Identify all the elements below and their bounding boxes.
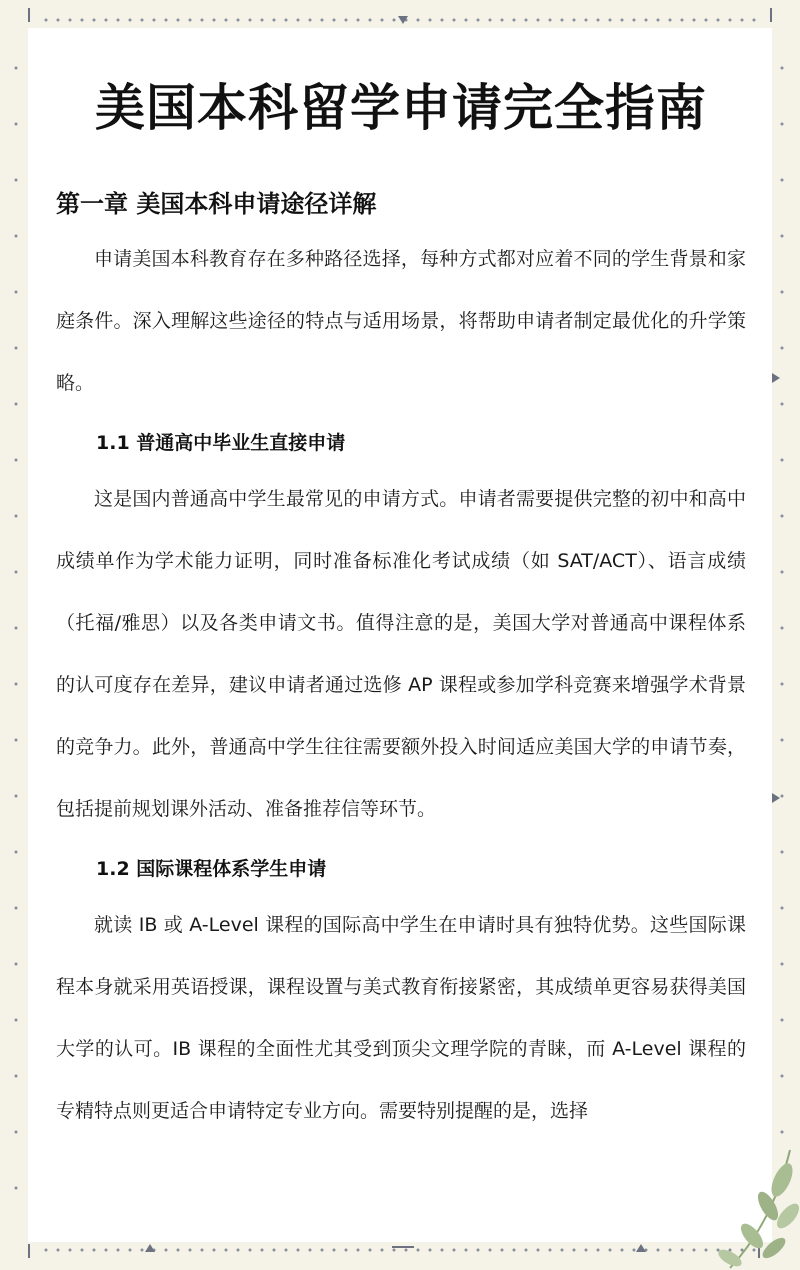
chapter-intro-paragraph: 申请美国本科教育存在多种路径选择，每种方式都对应着不同的学生背景和家庭条件。深入理解这些途径的特点与适用场景，将帮助申请者制定最优化的升学策略。 [56, 248, 746, 394]
section-1-2-paragraph: 就读 IB 或 A-Level 课程的国际高中学生在申请时具有独特优势。这些国际课程本身就采用英语授课，课程设置与美式教育衔接紧密，其成绩单更容易获得美国大学的认可。IB 课程的全面性尤其受到顶尖文理学院的青睐，而 A-Level 课程的专精特点则更适合申请特定专业方向。需要特别提醒的是，选择 [56, 914, 746, 1122]
corner-mark [28, 8, 30, 22]
right-triangle-icon [772, 793, 780, 803]
left-dotted-border [14, 40, 18, 1230]
section-1-1-paragraph: 这是国内普通高中学生最常见的申请方式。申请者需要提供完整的初中和高中成绩单作为学术能力证明，同时准备标准化考试成绩（如 SAT/ACT）、语言成绩（托福/雅思）以及各类申请文书。值得注意的是，美国大学对普通高中课程体系的认可度存在差异，建议申请者通过选修 AP 课程或参加学科竞赛来增强学术背景的竞争力。此外，普通高中学生往往需要额外投入时间适应美国大学的申请节奏，包括提前规划课外活动、准备推荐信等环节。 [56, 488, 746, 820]
top-triangle-icon [398, 16, 408, 24]
corner-mark [770, 8, 772, 22]
corner-mark [28, 1244, 30, 1258]
document-title: 美国本科留学申请完全指南 [95, 79, 707, 137]
right-dotted-border [780, 40, 784, 1230]
section-1-1-heading: 1.1 普通高中毕业生直接申请 [96, 432, 346, 454]
right-triangle-icon [772, 373, 780, 383]
leaf-decoration-icon [670, 1140, 800, 1270]
bottom-triangle-icon [636, 1244, 646, 1252]
bottom-triangle-icon [145, 1244, 155, 1252]
bottom-dash [392, 1246, 414, 1248]
section-1-2-heading: 1.2 国际课程体系学生申请 [96, 858, 327, 880]
chapter-heading: 第一章 美国本科申请途径详解 [56, 190, 377, 218]
